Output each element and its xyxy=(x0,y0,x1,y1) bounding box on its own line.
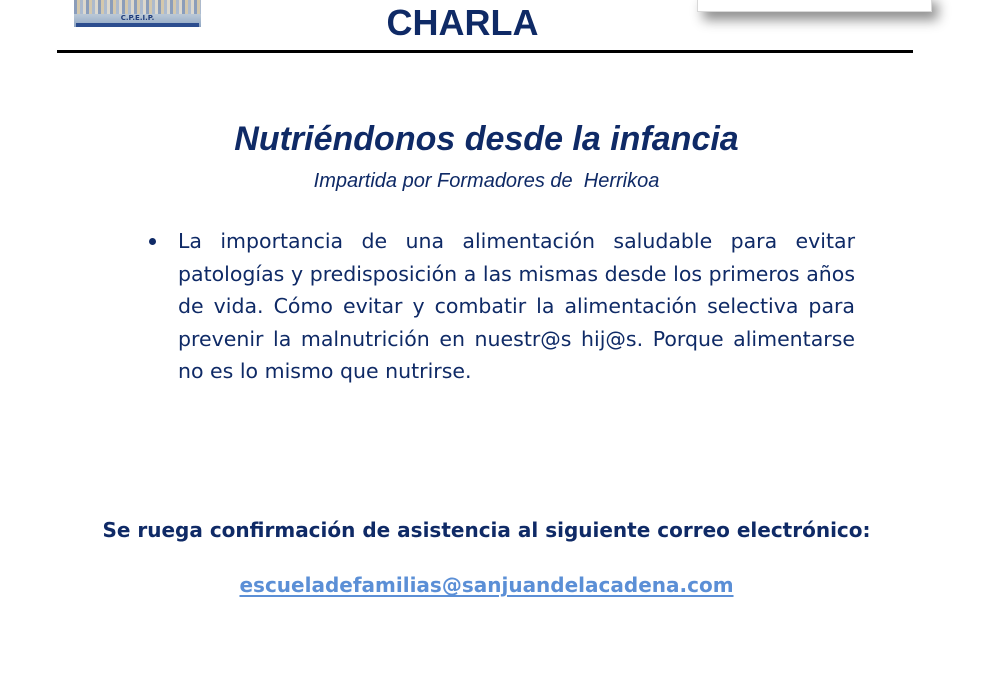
rsvp-instruction: Se ruega confirmación de asistencia al siguiente correo electrónico: xyxy=(102,518,871,542)
header-divider xyxy=(57,50,913,53)
list-item-text: La importancia de una alimentación saludable para evitar patologías y predisposición a las mismas desde los primeros años de vida. Cómo evitar y combatir la alimentación selectiva para prevenir la malnutrición en nuestr@s hij@s. Porque alimentarse no es lo mismo que nutrirse. xyxy=(178,229,855,383)
talk-description-list xyxy=(149,225,855,388)
page-title: CHARLA xyxy=(386,2,539,43)
bullet-icon xyxy=(149,238,156,245)
talk-title: Nutriéndonos desde la infancia xyxy=(234,120,739,158)
email-link[interactable]: escueladefamilias@sanjuandelacadena.com xyxy=(239,573,734,597)
talk-subtitle: Impartida por Formadores de Herrikoa xyxy=(313,170,660,192)
list-item xyxy=(149,225,855,388)
photo-card xyxy=(697,0,932,12)
logo-text: C.P.E.I.P. xyxy=(120,14,155,22)
